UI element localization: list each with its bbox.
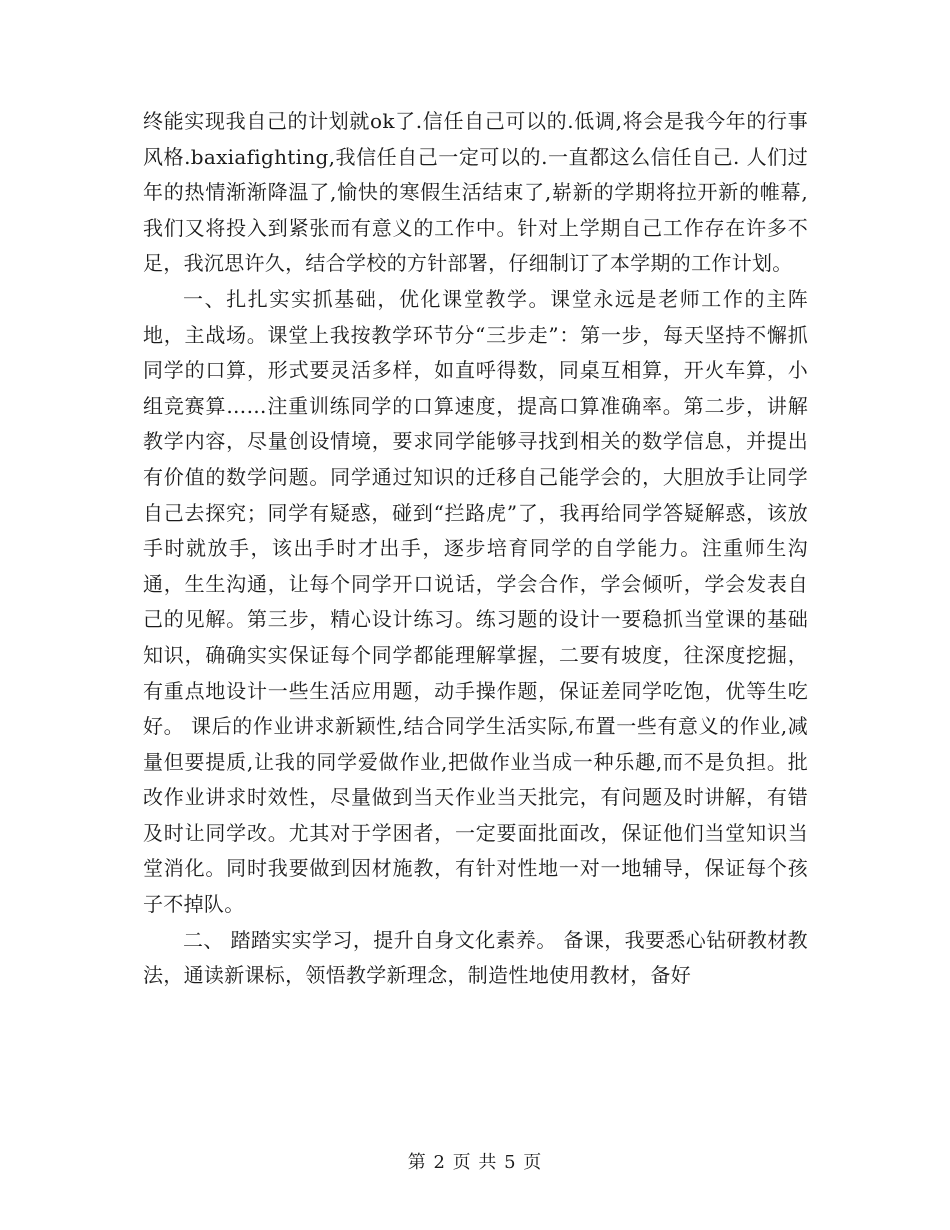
document-body bbox=[143, 104, 808, 994]
paragraph-section-one: 一、扎扎实实抓基础，优化课堂教学。课堂永远是老师工作的主阵地，主战场。课堂上我按教学环节分“三步走”：第一步，每天坚持不懈抓同学的口算，形式要灵活多样，如直呼得数，同桌互相算，开火车算，小组竞赛算……注重训练同学的口算速度，提高口算准确率。第二步，讲解教学内容，尽量创设情境，要求同学能够寻找到相关的数学信息，并提出有价值的数学问题。同学通过知识的迁移自己能学会的，大胆放手让同学自己去探究；同学有疑惑，碰到“拦路虎”了，我再给同学答疑解惑，该放手时就放手，该出手时才出手，逐步培育同学的自学能力。注重师生沟通，生生沟通，让每个同学开口说话，学会合作，学会倾听，学会发表自己的见解。第三步，精心设计练习。练习题的设计一要稳抓当堂课的基础知识，确确实实保证每个同学都能理解掌握，二要有坡度，往深度挖掘，有重点地设计一些生活应用题，动手操作题，保证差同学吃饱，优等生吃好。 课后的作业讲求新颖性,结合同学生活实际,布置一些有意义的作业,减量但要提质,让我的同学爱做作业,把做作业当成一种乐趣,而不是负担。批改作业讲求时效性，尽量做到当天作业当天批完，有问题及时讲解，有错及时让同学改。尤其对于学困者，一定要面批面改，保证他们当堂知识当堂消化。同时我要做到因材施教，有针对性地一对一地辅导，保证每个孩子不掉队。 bbox=[143, 286, 808, 917]
paragraph-intro: 终能实现我自己的计划就ok了.信任自己可以的.低调,将会是我今年的行事风格.baxiafighting,我信任自己一定可以的.一直都这么信任自己. 人们过年的热情渐渐降温了,愉快的寒假生活结束了,崭新的学期将拉开新的帷幕,我们又将投入到紧张而有意义的工作中。针对上学期自己工作存在许多不足，我沉思许久，结合学校的方针部署，仔细制订了本学期的工作计划。 bbox=[143, 109, 808, 276]
page-number-footer: 第 2 页 共 5 页 bbox=[407, 1152, 543, 1173]
paragraph-section-two: 二、 踏踏实实学习，提升自身文化素养。 备课，我要悉心钻研教材教法，通读新课标，领悟教学新理念，制造性地使用教材，备好 bbox=[143, 927, 808, 988]
